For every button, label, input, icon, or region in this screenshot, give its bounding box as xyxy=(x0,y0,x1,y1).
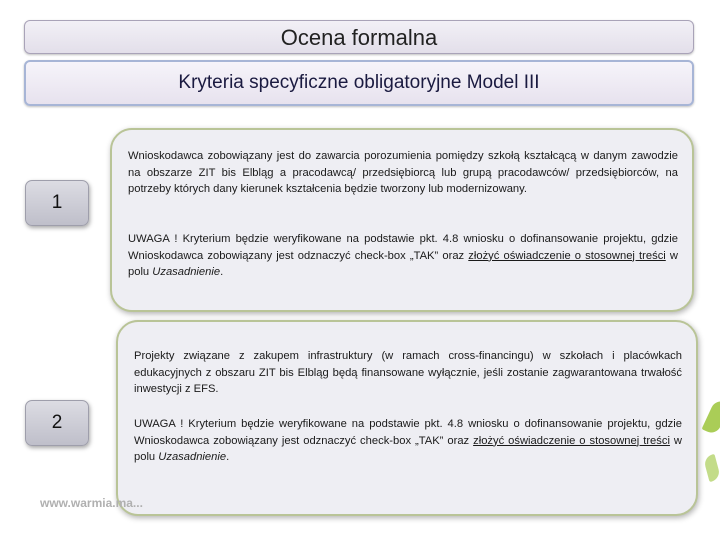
warning-text-mid: w polu xyxy=(128,249,678,279)
page-subtitle: Kryteria specyficzne obligatoryjne Model III xyxy=(178,72,540,93)
warning-field-name: Uzasadnienie xyxy=(152,266,221,279)
criterion-card xyxy=(110,128,694,312)
criterion-warning xyxy=(134,416,682,466)
title-bar xyxy=(24,20,694,54)
footer-url: www.warmia.ma... xyxy=(40,496,143,510)
warning-field-name: Uzasadnienie xyxy=(158,451,227,464)
warning-text-mid: w polu xyxy=(134,434,682,464)
warning-text: UWAGA ! Kryterium będzie weryfikowane na podstawie pkt. 4.8 wniosku o dofinansowanie projektu, gdzie Wnioskodawca zobowiązany jest odznaczyć check-box „TAK” oraz xyxy=(128,233,678,262)
criterion-number-badge: 1 xyxy=(25,180,89,226)
criterion-number-badge: 2 xyxy=(25,400,89,446)
leaf-decoration-icon xyxy=(703,454,720,482)
warning-text-end: . xyxy=(220,266,224,279)
warning-text: UWAGA ! Kryterium będzie weryfikowane na podstawie pkt. 4.8 wniosku o dofinansowanie projektu, gdzie Wnioskodawca zobowiązany jest odznaczyć check-box „TAK” oraz xyxy=(134,418,682,447)
criterion-description: Wnioskodawca zobowiązany jest do zawarcia porozumienia pomiędzy szkołą kształcącą w danym zawodzie na obszarze ZIT bis Elbląg a pracodawcą/ przedsiębiorcą lub grupą pracodawców/ przedsiębiorców, na potrzeby których dany kierunek kształcenia będzie tworzony lub modernizowany. xyxy=(128,150,678,196)
leaf-decoration-icon xyxy=(702,398,720,436)
subtitle-bar xyxy=(24,60,694,106)
criterion-warning xyxy=(128,231,678,281)
warning-underlined-text: złożyć oświadczenie o stosownej treści xyxy=(468,249,666,262)
criterion-description: Projekty związane z zakupem infrastruktury (w ramach cross-financingu) w szkołach i placówkach edukacyjnych z obszaru ZIT bis Elbląg będą finansowane wyłącznie, jeśli zostanie zagwarantowana trwałość inwestycji z EFS. xyxy=(134,350,682,396)
criterion-card xyxy=(116,320,698,516)
warning-underlined-text: złożyć oświadczenie o stosownej treści xyxy=(473,434,670,447)
warning-text-end: . xyxy=(226,451,230,464)
page-title: Ocena formalna xyxy=(280,25,438,50)
